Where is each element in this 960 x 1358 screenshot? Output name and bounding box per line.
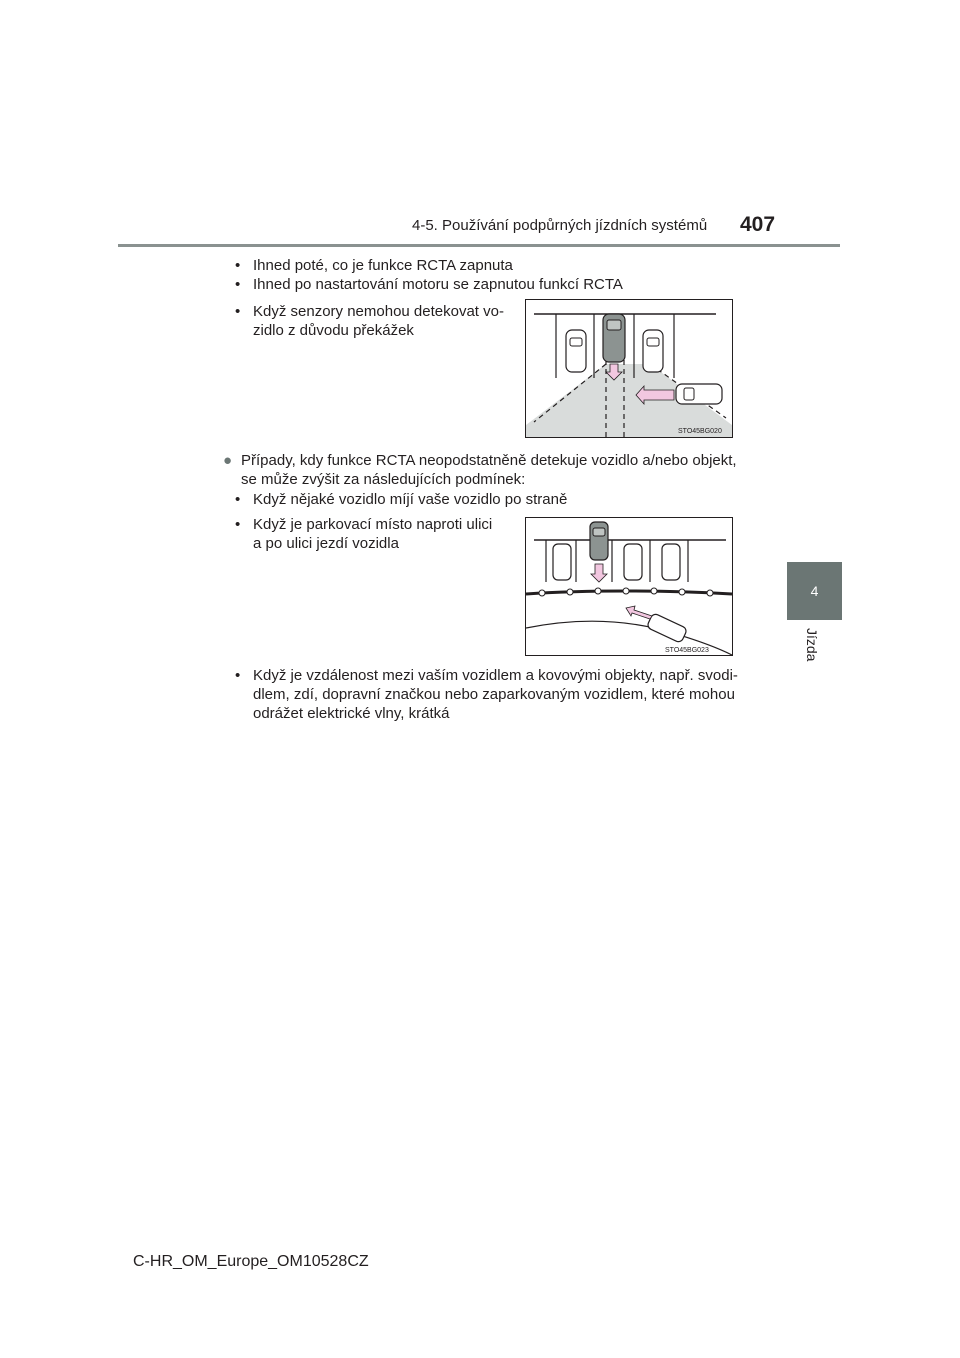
parked-car bbox=[566, 330, 586, 372]
list-item-text: Když je parkovací místo naproti ulici bbox=[253, 516, 493, 533]
list-item bbox=[235, 515, 515, 555]
parked-car bbox=[624, 544, 642, 580]
case-line: se může zvýšit za následujících podmínek: bbox=[241, 471, 526, 488]
street-parking-illustration bbox=[526, 518, 732, 655]
chapter-label bbox=[798, 628, 828, 678]
passing-car bbox=[646, 613, 687, 644]
list-item-text: Když je vzdálenost mezi vaším vozidlem a kovovými objekty, např. svodi- bbox=[253, 667, 738, 684]
parked-car bbox=[643, 330, 663, 372]
figure-rcta-street bbox=[525, 517, 733, 656]
bullet-marker: • bbox=[235, 667, 241, 684]
list-item bbox=[235, 302, 515, 342]
bullet-marker: • bbox=[235, 491, 241, 508]
header-section-title: 4-5. Používání podpůrných jízdních systémů bbox=[412, 217, 708, 234]
reverse-arrow bbox=[591, 564, 607, 582]
section-marker: ● bbox=[223, 452, 233, 469]
case-description bbox=[223, 451, 743, 491]
list-item-text: dlem, zdí, dopravní značkou nebo zaparkovaným vozidlem, které mohou bbox=[253, 686, 735, 703]
figure-rcta-obstruction bbox=[525, 299, 733, 438]
approach-arrow bbox=[626, 606, 652, 619]
parking-lot-illustration bbox=[526, 300, 732, 437]
header-divider bbox=[118, 244, 840, 247]
parked-car bbox=[553, 544, 571, 580]
parked-car bbox=[662, 544, 680, 580]
list-item-text: Když nějaké vozidlo míjí vaše vozidlo po straně bbox=[253, 491, 568, 508]
chapter-number: 4 bbox=[810, 583, 819, 599]
figure-code: STO45BG020 bbox=[678, 428, 722, 435]
list-item-text: Ihned poté, co je funkce RCTA zapnuta bbox=[253, 257, 513, 274]
bullet-marker: • bbox=[235, 257, 241, 274]
list-item-text: a po ulici jezdí vozidla bbox=[253, 535, 399, 552]
figure-code: STO45BG023 bbox=[665, 647, 709, 654]
approaching-car bbox=[676, 384, 722, 404]
bullet-marker: • bbox=[235, 303, 241, 320]
footer-doc-code: C-HR_OM_Europe_OM10528CZ bbox=[133, 1253, 369, 1270]
list-item bbox=[235, 275, 775, 294]
chapter-label-text: Jízda bbox=[804, 628, 820, 662]
list-item-text: odrážet elektrické vlny, krátká bbox=[253, 705, 450, 722]
case-line: Případy, kdy funkce RCTA neopodstatněně detekuje vozidlo a/nebo objekt, bbox=[241, 452, 737, 469]
list-item bbox=[235, 666, 745, 724]
list-item-text: zidlo z důvodu překážek bbox=[253, 322, 414, 339]
bullet-marker: • bbox=[235, 516, 241, 533]
list-item-text: Ihned po nastartování motoru se zapnutou funkcí RCTA bbox=[253, 276, 623, 293]
list-item-text: Když senzory nemohou detekovat vo- bbox=[253, 303, 504, 320]
chapter-tab[interactable] bbox=[787, 562, 842, 620]
bullet-marker: • bbox=[235, 276, 241, 293]
page-number: 407 bbox=[740, 213, 776, 236]
list-item bbox=[235, 256, 775, 275]
list-item bbox=[235, 490, 755, 509]
